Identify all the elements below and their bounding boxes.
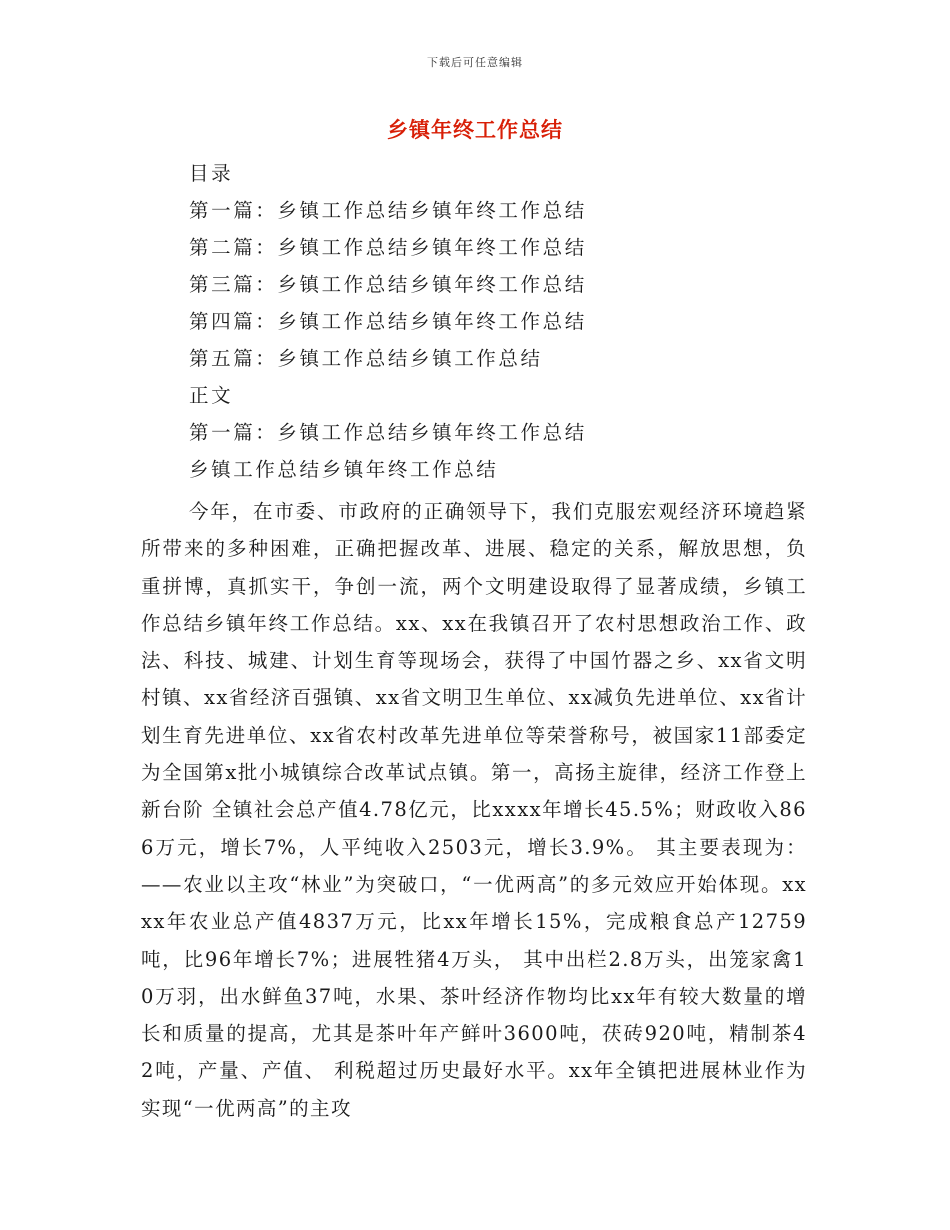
document-title: 乡镇年终工作总结 — [387, 118, 563, 142]
toc-item: 第二篇：乡镇工作总结乡镇年终工作总结 — [189, 236, 587, 259]
toc-item: 第三篇：乡镇工作总结乡镇年终工作总结 — [189, 273, 587, 296]
table-of-contents — [189, 155, 829, 488]
section-subtitle: 乡镇工作总结乡镇年终工作总结 — [189, 458, 499, 481]
body-heading: 正文 — [189, 384, 234, 407]
body-paragraph: 今年，在市委、市政府的正确领导下，我们克服宏观经济环境趋紧所带来的多种困难，正确把握改革、进展、稳定的关系，解放思想，负重拼博，真抓实干，争创一流，两个文明建设取得了显著成绩，乡镇工作总结乡镇年终工作总结。xx、xx在我镇召开了农村思想政治工作、政法、科技、城建、计划生育等现场会，获得了中国竹器之乡、xx省文明村镇、xx省经济百强镇、xx省文明卫生单位、xx减负先进单位、xx省计划生育先进单位、xx省农村改革先进单位等荣誉称号，被国家11部委定为全国第x批小城镇综合改革试点镇。第一，高扬主旋律，经济工作登上新台阶 全镇社会总产值4.78亿元，比xxxx年增长45.5%；财政收入866万元，增长7%，人平纯收入2503元，增长3.9%。 其主要表现为： ——农业以主攻“林业”为突破口，“一优两高”的多元效应开始体现。xxxx年农业总产值4837万元，比xx年增长15%，完成粮食总产12759吨，比96年增长7%；进展牲猪4万头， 其中出栏2.8万头，出笼家禽10万羽，出水鲜鱼37吨，水果、茶叶经济作物均比xx年有较大数量的增长和质量的提高，尤其是茶叶年产鲜叶3600吨，茯砖920吨，精制茶42吨，产量、产值、 利税超过历史最好水平。xx年全镇把进展林业作为实现“一优两高”的主攻 — [141, 500, 807, 1120]
toc-heading: 目录 — [189, 162, 234, 185]
toc-item: 第四篇：乡镇工作总结乡镇年终工作总结 — [189, 310, 587, 333]
toc-item: 第五篇：乡镇工作总结乡镇工作总结 — [189, 347, 543, 370]
header-note: 下载后可任意编辑 — [427, 56, 523, 69]
toc-item: 第一篇：乡镇工作总结乡镇年终工作总结 — [189, 199, 587, 222]
section-heading: 第一篇：乡镇工作总结乡镇年终工作总结 — [189, 421, 587, 444]
